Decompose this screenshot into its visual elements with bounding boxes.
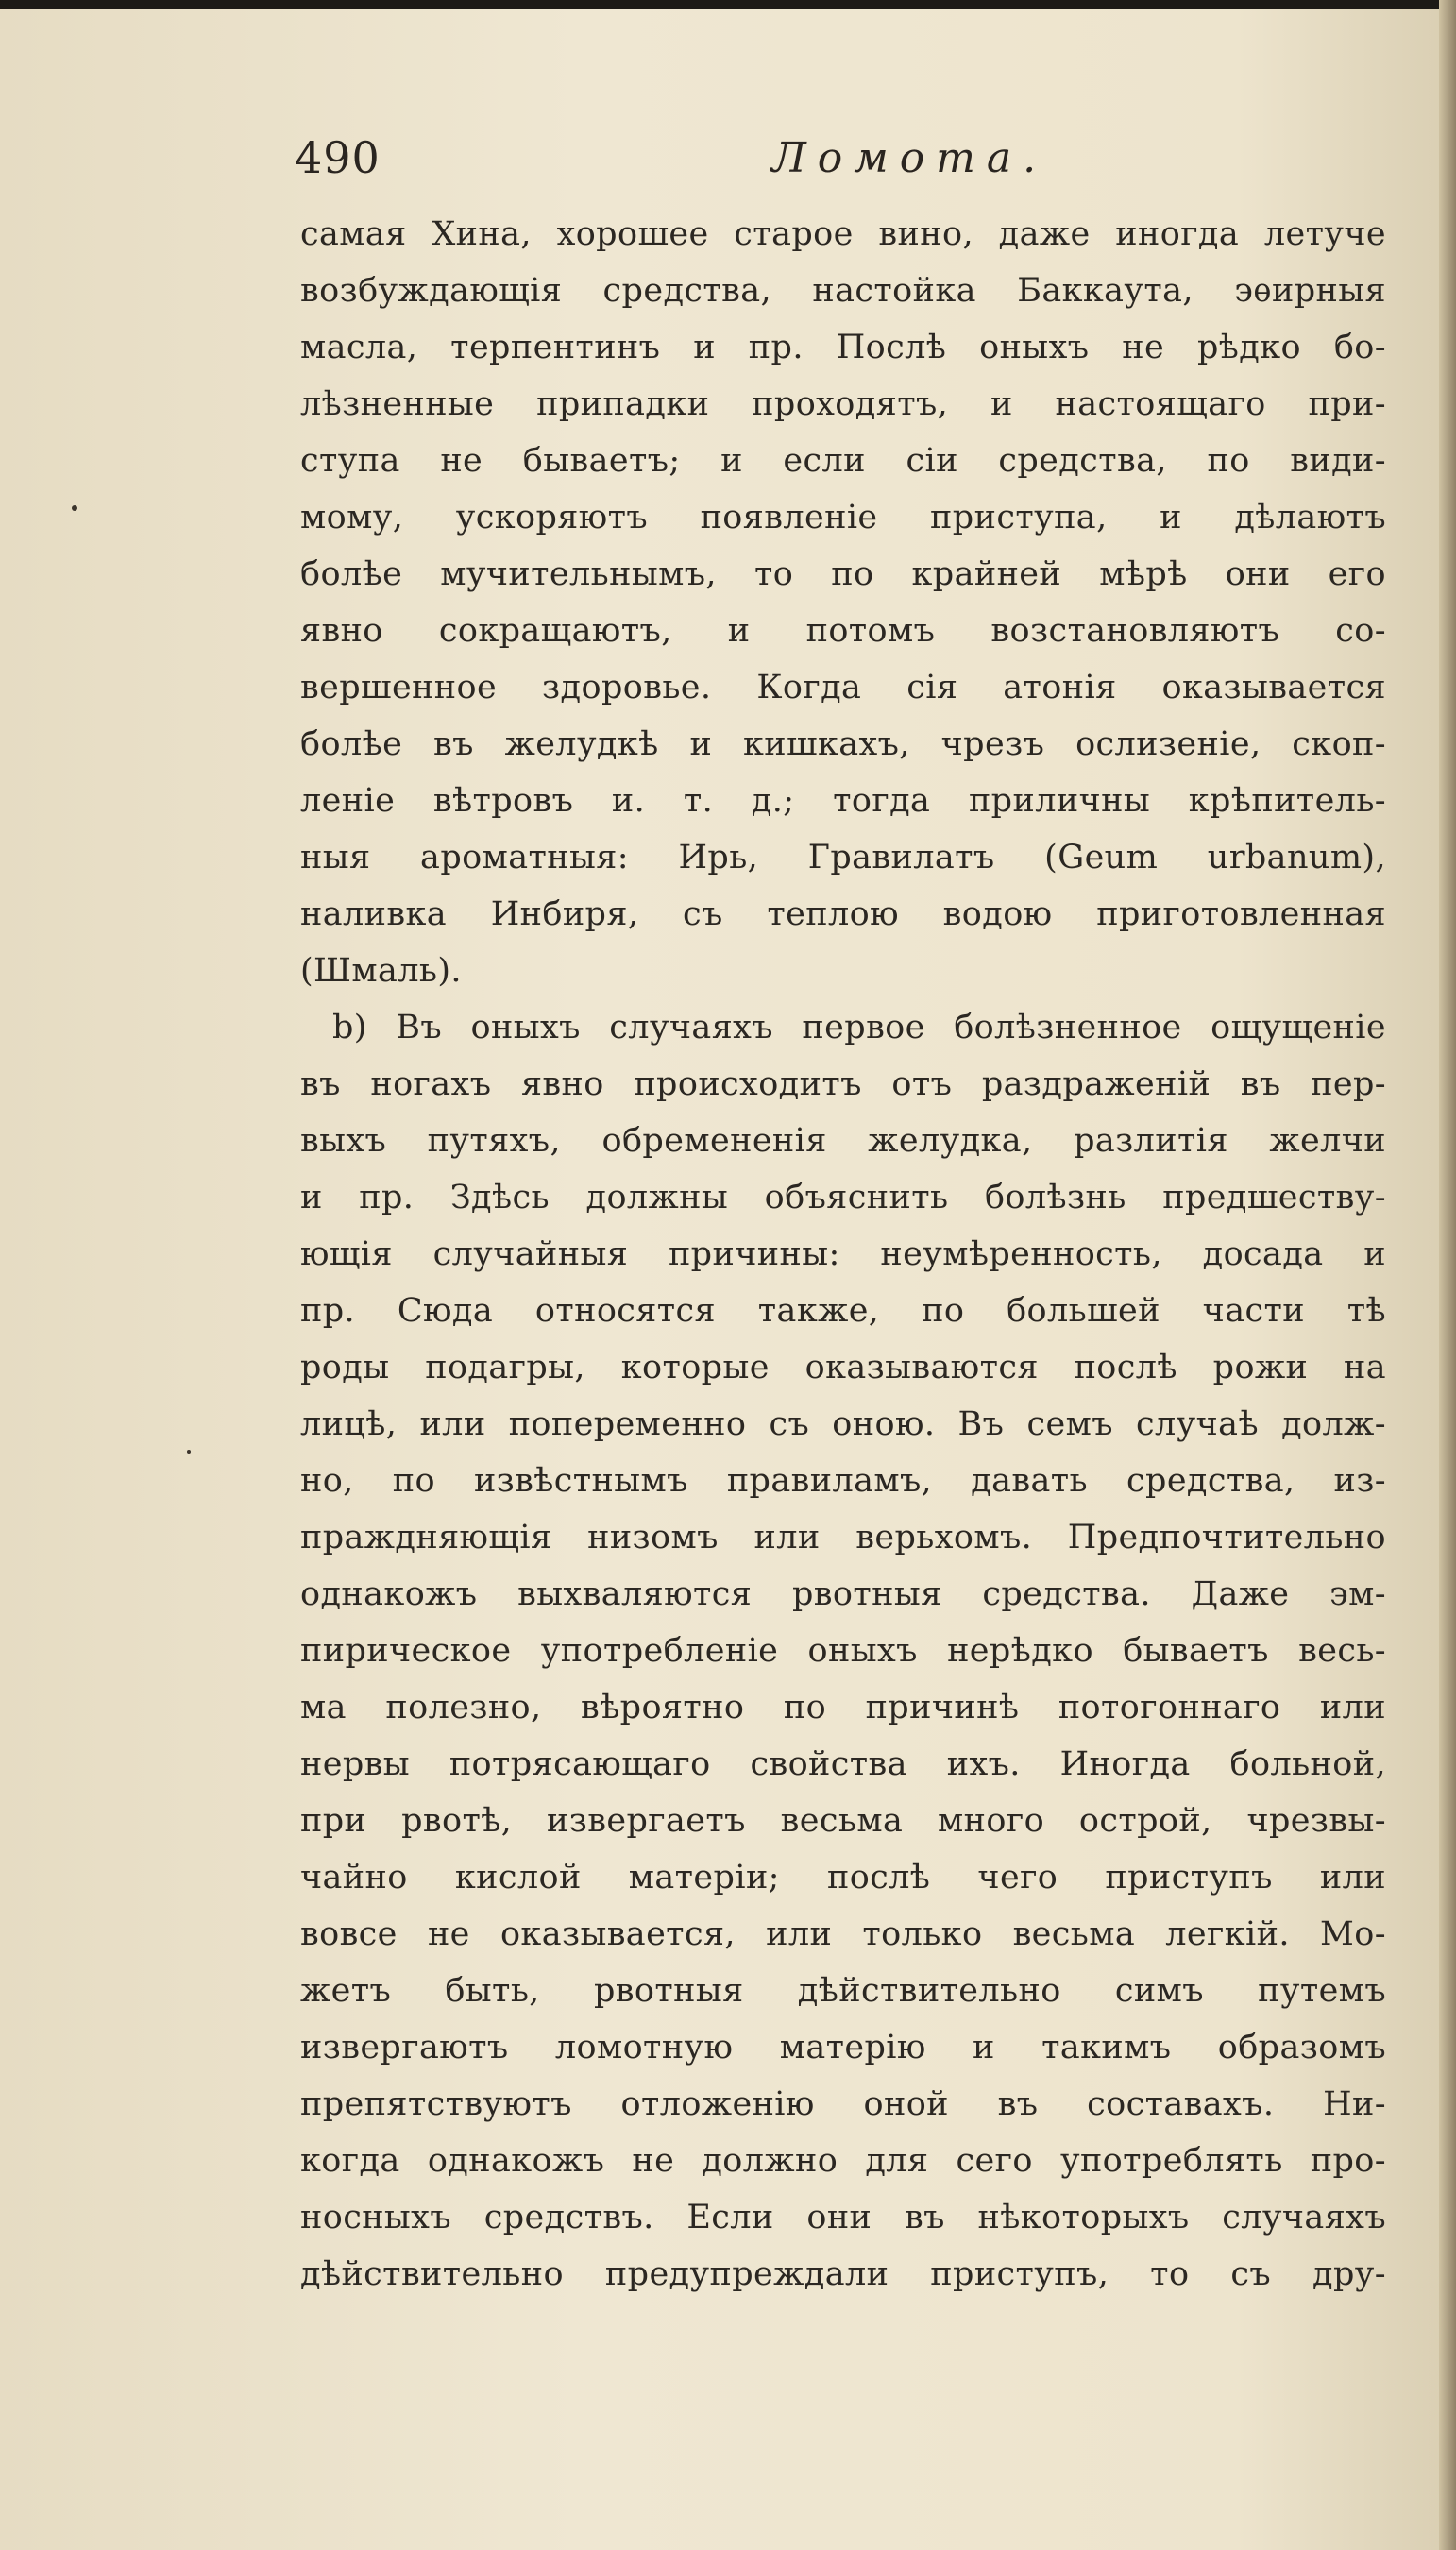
text-line: выхъ путяхъ, обремененія желудка, разлитія желчи [300, 1122, 1386, 1160]
paragraph-start-line: b) Въ оныхъ случаяхъ первое болѣзненное ощущеніе [332, 1009, 1386, 1046]
text-line: ныя ароматныя: Ирь, Гравилатъ (Geum urbanum), [300, 839, 1386, 876]
text-line: болѣе мучительнымъ, то по крайней мѣрѣ они его [300, 555, 1386, 593]
text-line: вершенное здоровье. Когда сія атонія оказывается [300, 669, 1386, 706]
margin-speck [72, 505, 77, 511]
running-title: Ломота. [771, 134, 1048, 182]
text-line: роды подагры, которые оказываются послѣ рожи на [300, 1349, 1386, 1386]
text-line: однакожъ выхваляются рвотныя средства. Даже эм- [300, 1575, 1386, 1613]
text-line: и пр. Здѣсь должны объяснить болѣзнь предшеству- [300, 1179, 1386, 1216]
text-line: возбуждающія средства, настойка Баккаута, эѳирныя [300, 272, 1386, 310]
text-line: носныхъ средствъ. Если они въ нѣкоторыхъ случаяхъ [300, 2199, 1386, 2236]
text-line: лѣзненные припадки проходятъ, и настоящаго при- [300, 385, 1386, 423]
text-line: но, по извѣстнымъ правиламъ, давать средства, из- [300, 1462, 1386, 1500]
text-line: чайно кислой матеріи; послѣ чего приступъ или [300, 1859, 1386, 1896]
text-line: пр. Сюда относятся также, по большей части тѣ [300, 1292, 1386, 1330]
text-line: нервы потрясающаго свойства ихъ. Иногда больной, [300, 1745, 1386, 1783]
page-binding-edge [1439, 0, 1456, 2550]
text-line: въ ногахъ явно происходитъ отъ раздраженій въ пер- [300, 1065, 1386, 1103]
text-line: наливка Инбиря, съ теплою водою приготовленная [300, 895, 1386, 933]
text-line: извергаютъ ломотную матерію и такимъ образомъ [300, 2029, 1386, 2066]
text-line: когда однакожъ не должно для сего употреблять про- [300, 2142, 1386, 2180]
text-line: праждняющія низомъ или верьхомъ. Предпочтительно [300, 1519, 1386, 1556]
text-line: препятствуютъ отложенію оной въ составахъ. Ни- [300, 2085, 1386, 2123]
margin-speck [187, 1450, 191, 1454]
text-line: леніе вѣтровъ и. т. д.; тогда приличны крѣпитель- [300, 782, 1386, 820]
text-line: самая Хина, хорошее старое вино, даже иногда летуче [300, 215, 1386, 253]
text-line: вовсе не оказывается, или только весьма легкій. Мо- [300, 1915, 1386, 1953]
text-line: пирическое употребленіе оныхъ нерѣдко бываетъ весь- [300, 1632, 1386, 1670]
page-top-edge-shadow [0, 0, 1456, 9]
body-text [300, 206, 1386, 2303]
text-line: явно сокращаютъ, и потомъ возстановляютъ со- [300, 612, 1386, 650]
text-line: мому, ускоряютъ появленіе приступа, и дѣлаютъ [300, 499, 1386, 536]
page-number: 490 [295, 132, 381, 183]
page-header [295, 132, 1352, 189]
text-line: ющія случайныя причины: неумѣренность, досада и [300, 1235, 1386, 1273]
text-line: дѣйствительно предупреждали приступъ, то съ дру- [300, 2255, 1386, 2293]
text-line: ма полезно, вѣроятно по причинѣ потогоннаго или [300, 1689, 1386, 1726]
text-line: масла, терпентинъ и пр. Послѣ оныхъ не рѣдко бо- [300, 329, 1386, 366]
text-line: при рвотѣ, извергаетъ весьма много острой, чрезвы- [300, 1802, 1386, 1840]
text-line: жетъ быть, рвотныя дѣйствительно симъ путемъ [300, 1972, 1386, 2010]
text-line: (Шмаль). [300, 952, 462, 990]
text-line: болѣе въ желудкѣ и кишкахъ, чрезъ ослизеніе, скоп- [300, 725, 1386, 763]
text-line: ступа не бываетъ; и если сіи средства, по види- [300, 442, 1386, 480]
text-line: лицѣ, или попеременно съ оною. Въ семъ случаѣ долж- [300, 1405, 1386, 1443]
